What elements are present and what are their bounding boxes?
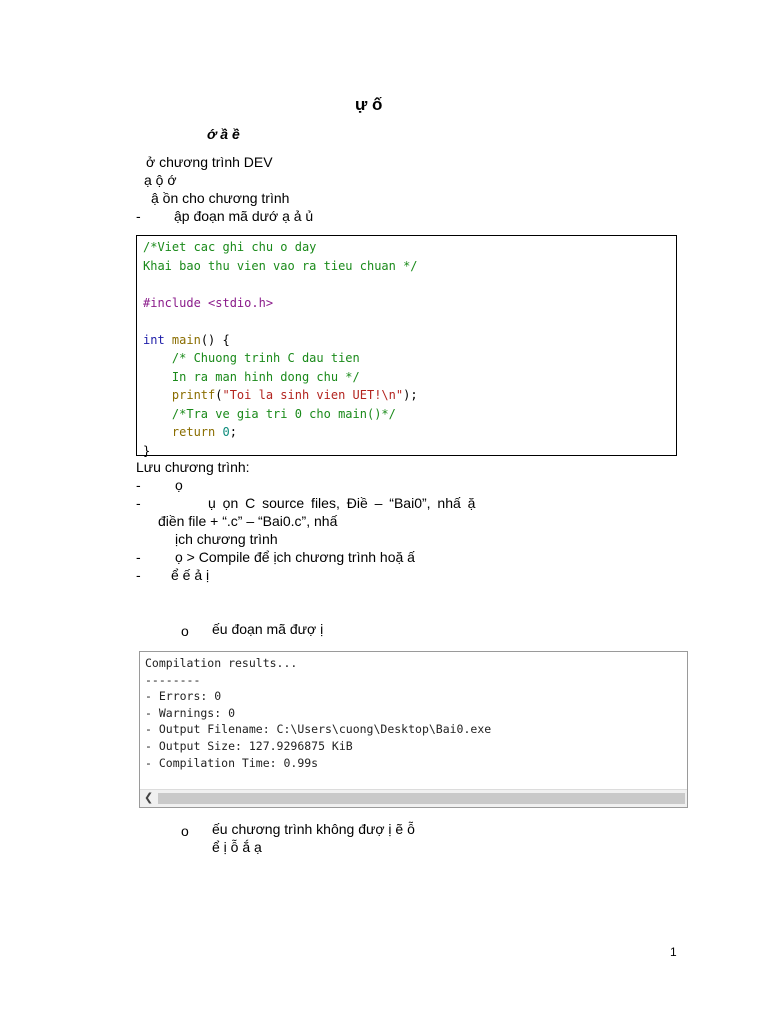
console-line: - Errors: 0 (145, 689, 222, 704)
console-line: Compilation results... (145, 656, 298, 670)
code-line (143, 423, 676, 442)
intro-line-4: ập đoạn mã dướ ạ ả ủ (174, 208, 314, 224)
circle-bullet: o (181, 623, 189, 639)
save-item-1: ọ (175, 477, 183, 493)
scrollbar-thumb[interactable] (158, 793, 685, 804)
code-token: ); (403, 388, 418, 402)
code-line (143, 386, 676, 405)
code-token: /*Viet cac ghi chu o day (143, 240, 317, 254)
intro-line-3: ậ ồn cho chương trình (151, 190, 290, 206)
circle-bullet: o (181, 823, 189, 839)
save-item-2: ụ ọn C source files, Điề – “Bai0”, nhấ ặ (208, 495, 476, 511)
console-line: - Output Filename: C:\Users\cuong\Desktop\Bai0.exe (145, 722, 492, 737)
code-token: printf (143, 388, 216, 402)
code-line (143, 405, 676, 424)
bullet-dash: - (136, 208, 141, 224)
code-token: ( (215, 388, 223, 402)
code-line (143, 368, 676, 387)
code-token: In ra man hinh dong chu */ (143, 369, 360, 384)
code-line (143, 238, 676, 257)
code-line (143, 275, 676, 294)
code-token: () { (200, 332, 230, 347)
console-line: - Compilation Time: 0.99s (145, 755, 319, 770)
console-line: -------- (145, 672, 201, 687)
bullet-dash: - (136, 477, 141, 493)
code-token: /* Chuong trinh C dau tien (143, 351, 360, 365)
code-line (143, 349, 676, 368)
code-line (143, 257, 676, 276)
compile-item-1: ọ > Compile để ịch chương trình hoặ ấ (175, 549, 415, 565)
code-token: /*Tra ve gia tri 0 cho main()*/ (143, 406, 396, 421)
doc-subtitle: ớ ầ ề (207, 126, 240, 142)
save-item-2-cont: điền file + “.c” – “Bai0.c”, nhấ (158, 513, 338, 529)
compilation-results-panel (139, 651, 688, 808)
intro-line-1: ở chương trình DEV (146, 154, 273, 170)
compilation-results-text (145, 655, 491, 771)
code-token: "Toi la sinh vien UET!\n" (222, 388, 404, 402)
code-token: #include <stdio.h> (143, 295, 274, 310)
code-token: Khai bao thu vien vao ra tieu chuan */ (143, 258, 418, 273)
result-success-line: ếu đoạn mã đượ ị (212, 621, 324, 637)
compile-heading: ịch chương trình (175, 531, 278, 547)
doc-title: ự ố (355, 95, 383, 114)
bullet-dash: - (136, 567, 141, 583)
console-line: - Warnings: 0 (145, 705, 236, 720)
code-line (143, 312, 676, 331)
code-token: int (143, 332, 165, 347)
intro-line-2: ạ ộ ớ (144, 172, 177, 188)
code-token: return (143, 425, 216, 439)
result-error-line-2: ể ị ỗ ắ ạ (212, 839, 262, 855)
code-token: ; (229, 425, 237, 439)
code-line (143, 331, 676, 350)
page-number: 1 (670, 945, 677, 959)
code-block (136, 235, 677, 456)
console-line: - Output Size: 127.9296875 KiB (145, 738, 353, 753)
bullet-dash: - (136, 495, 141, 511)
horizontal-scrollbar[interactable] (140, 789, 687, 807)
code-token: 0 (222, 425, 230, 439)
result-error-line-1: ếu chương trình không đượ ị ẽ ỗ (212, 821, 415, 837)
bullet-dash: - (136, 549, 141, 565)
code-line (143, 294, 676, 313)
save-heading: Lưu chương trình: (136, 459, 250, 475)
code-token: main (164, 332, 201, 347)
compile-item-2: ể ế ả ị (171, 567, 210, 583)
chevron-left-icon[interactable]: ❮ (144, 792, 154, 804)
code-token: } (143, 443, 151, 458)
